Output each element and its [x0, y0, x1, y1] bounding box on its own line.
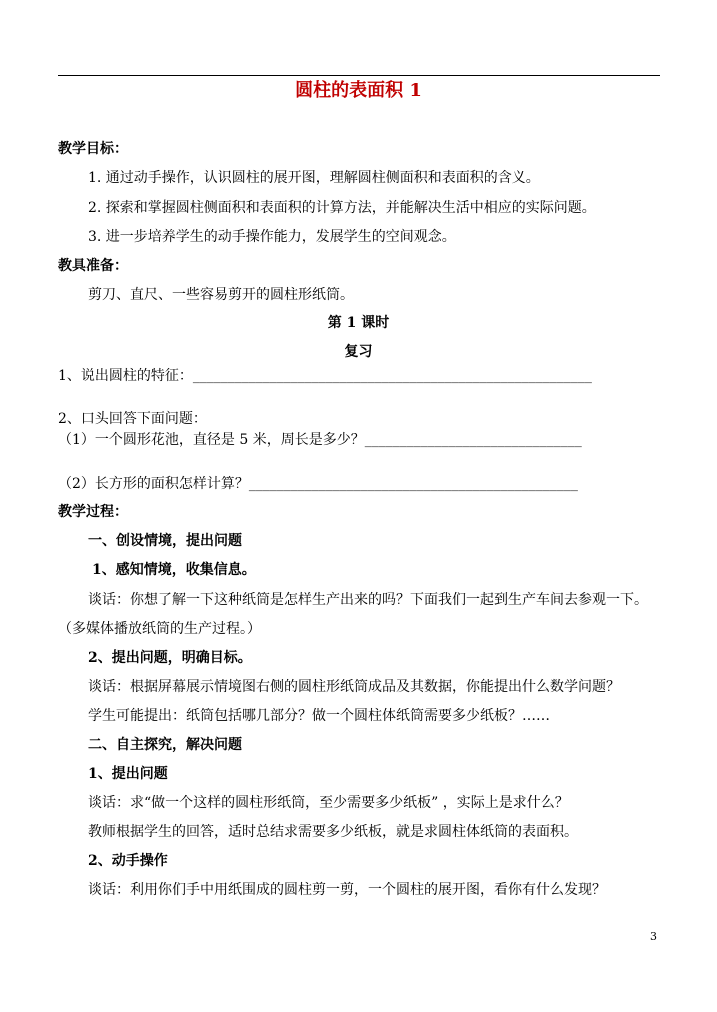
- objective-item: 1. 通过动手操作，认识圆柱的展开图，理解圆柱侧面积和表面积的含义。: [88, 170, 540, 186]
- objectives-heading: 教学目标：: [58, 141, 128, 157]
- paragraph: （多媒体播放纸筒的生产过程。）: [58, 621, 261, 637]
- process-heading: 教学过程：: [58, 504, 128, 520]
- materials-text: 剪刀、直尺、一些容易剪开的圆柱形纸筒。: [88, 287, 354, 303]
- subsection-heading: 2、动手操作: [88, 853, 168, 869]
- objective-item: 3. 进一步培养学生的动手操作能力，发展学生的空间观念。: [88, 229, 456, 245]
- review-question-2: 2、口头回答下面问题：: [58, 411, 207, 427]
- subsection-heading: 1、感知情境，收集信息。: [92, 562, 256, 578]
- materials-heading: 教具准备：: [58, 258, 128, 274]
- page-number: 3: [650, 930, 657, 943]
- paragraph: 学生可能提出：纸筒包括哪几部分？做一个圆柱体纸筒需要多少纸板？……: [88, 708, 550, 724]
- objective-item: 2. 探索和掌握圆柱侧面积和表面积的计算方法，并能解决生活中相应的实际问题。: [88, 200, 596, 216]
- review-question-2-2: （2）长方形的面积怎样计算？_______________________________________________: [58, 476, 578, 492]
- page-title: 圆柱的表面积 1: [295, 80, 422, 101]
- paragraph: 谈话：求“做一个这样的圆柱形纸筒，至少需要多少纸板” ，实际上是求什么？: [88, 795, 569, 811]
- paragraph: 谈话：你想了解一下这种纸筒是怎样生产出来的吗？下面我们一起到生产车间去参观一下。: [88, 592, 648, 608]
- header-rule: [58, 75, 660, 76]
- lesson-title: 第 1 课时: [327, 315, 390, 331]
- paragraph: 谈话：利用你们手中用纸围成的圆柱剪一剪，一个圆柱的展开图，看你有什么发现？: [88, 882, 606, 898]
- review-question-1: 1、说出圆柱的特征：_________________________________________________________: [58, 368, 592, 384]
- section-heading: 二、自主探究，解决问题: [88, 737, 242, 753]
- paragraph: 教师根据学生的回答，适时总结求需要多少纸板，就是求圆柱体纸筒的表面积。: [88, 824, 578, 840]
- subsection-heading: 2、提出问题，明确目标。: [88, 650, 252, 666]
- review-title: 复习: [344, 344, 373, 360]
- review-question-2-1: （1）一个圆形花池，直径是 5 米，周长是多少？_______________________________: [58, 432, 582, 448]
- section-heading: 一、创设情境，提出问题: [88, 533, 242, 549]
- subsection-heading: 1、提出问题: [88, 766, 168, 782]
- paragraph: 谈话：根据屏幕展示情境图右侧的圆柱形纸筒成品及其数据，你能提出什么数学问题？: [88, 679, 620, 695]
